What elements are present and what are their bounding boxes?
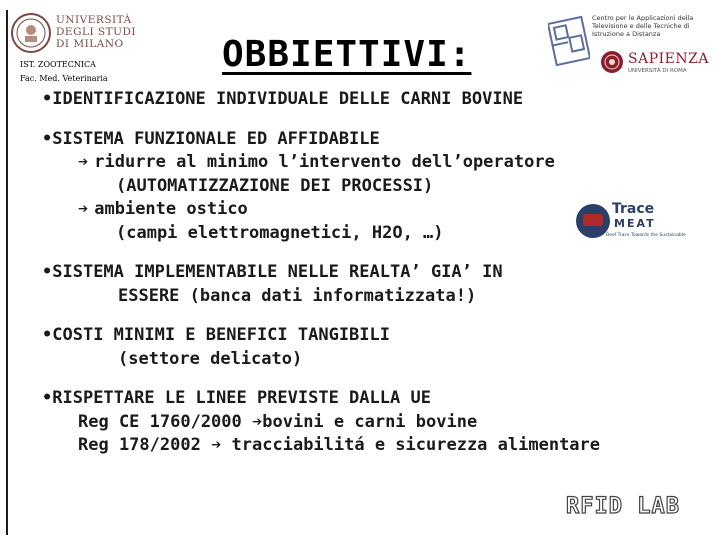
sub-item-text: ambiente ostico [94,199,248,219]
regulation-line [48,411,713,435]
regulation-subject: bovini e carni bovine [262,411,478,432]
regulation-line [48,434,713,458]
bullet-identification: • IDENTIFICAZIONE INDIVIDUALE DELLE CARNI BOVINE [42,88,713,112]
unimi-line: DEGLI STUDI [56,26,137,38]
sapienza-seal-icon [600,50,624,74]
bullet-continuation: ESSERE (banca dati informatizzata!) [118,285,477,306]
trace-tagline: Beef Trace Towards the Sustainable [606,233,686,238]
bullet-continuation: (settore delicato) [118,348,303,369]
sapienza-name: SAPIENZA [628,51,709,67]
arrow-right-icon: ➔ [78,199,89,219]
cattid-logo-icon [548,14,590,68]
left-border-line [6,10,8,535]
regulation-subject: tracciabilitá e sicurezza alimentare [221,435,601,455]
arrow-right-icon: ➔ [78,152,89,172]
sub-item-detail: (campi elettromagnetici, H2O, …) [116,222,444,243]
sapienza-subtitle: UNIVERSITÀ DI ROMA [628,68,687,74]
regulation-code: Reg 178/2002 [78,435,212,455]
bullet-costs: • COSTI MINIMI E BENEFICI TANGIBILI [42,324,713,348]
faculty-label: Fac. Med. Veterinaria [20,74,108,83]
bullet-functional-system: • SISTEMA FUNZIONALE ED AFFIDABILE [42,128,713,152]
unimi-line: DI MILANO [56,38,124,50]
unimi-seal-icon [10,12,52,54]
unimi-logo [10,12,140,58]
slide-title: OBBIETTIVI: [222,34,472,75]
bullet-implementable: • SISTEMA IMPLEMENTABILE NELLE REALTA’ GIA’ IN [42,261,713,285]
arrow-right-icon: ➔ [211,435,222,455]
sub-item-detail: (AUTOMATIZZAZIONE DEI PROCESSI) [116,175,434,196]
institute-label: IST. ZOOTECNICA [20,60,96,69]
sub-item [48,198,713,222]
sub-item-text: ridurre al minimo l’intervento dell’operatore [94,152,555,172]
rfid-lab-logo [566,490,706,526]
unimi-line: UNIVERSITÀ [56,14,132,26]
regulation-code: Reg CE 1760/2000 [78,411,252,432]
trace-wordmark: Trace [612,201,655,217]
sub-item [48,151,713,175]
meat-wordmark: MEAT [614,217,656,230]
bullet-eu-rules: • RISPETTARE LE LINEE PREVISTE DALLA UE [42,387,713,411]
unimi-wordmark [56,14,136,50]
sapienza-logo [600,48,710,78]
cattid-caption: Centro per le Applicazioni della Televisione e delle Tecniche di Istruzione a Distanza [592,14,694,38]
arrow-right-icon: ➔ [252,411,263,432]
rfid-wordmark: RFID LAB [566,494,680,519]
objectives-list [48,88,713,458]
